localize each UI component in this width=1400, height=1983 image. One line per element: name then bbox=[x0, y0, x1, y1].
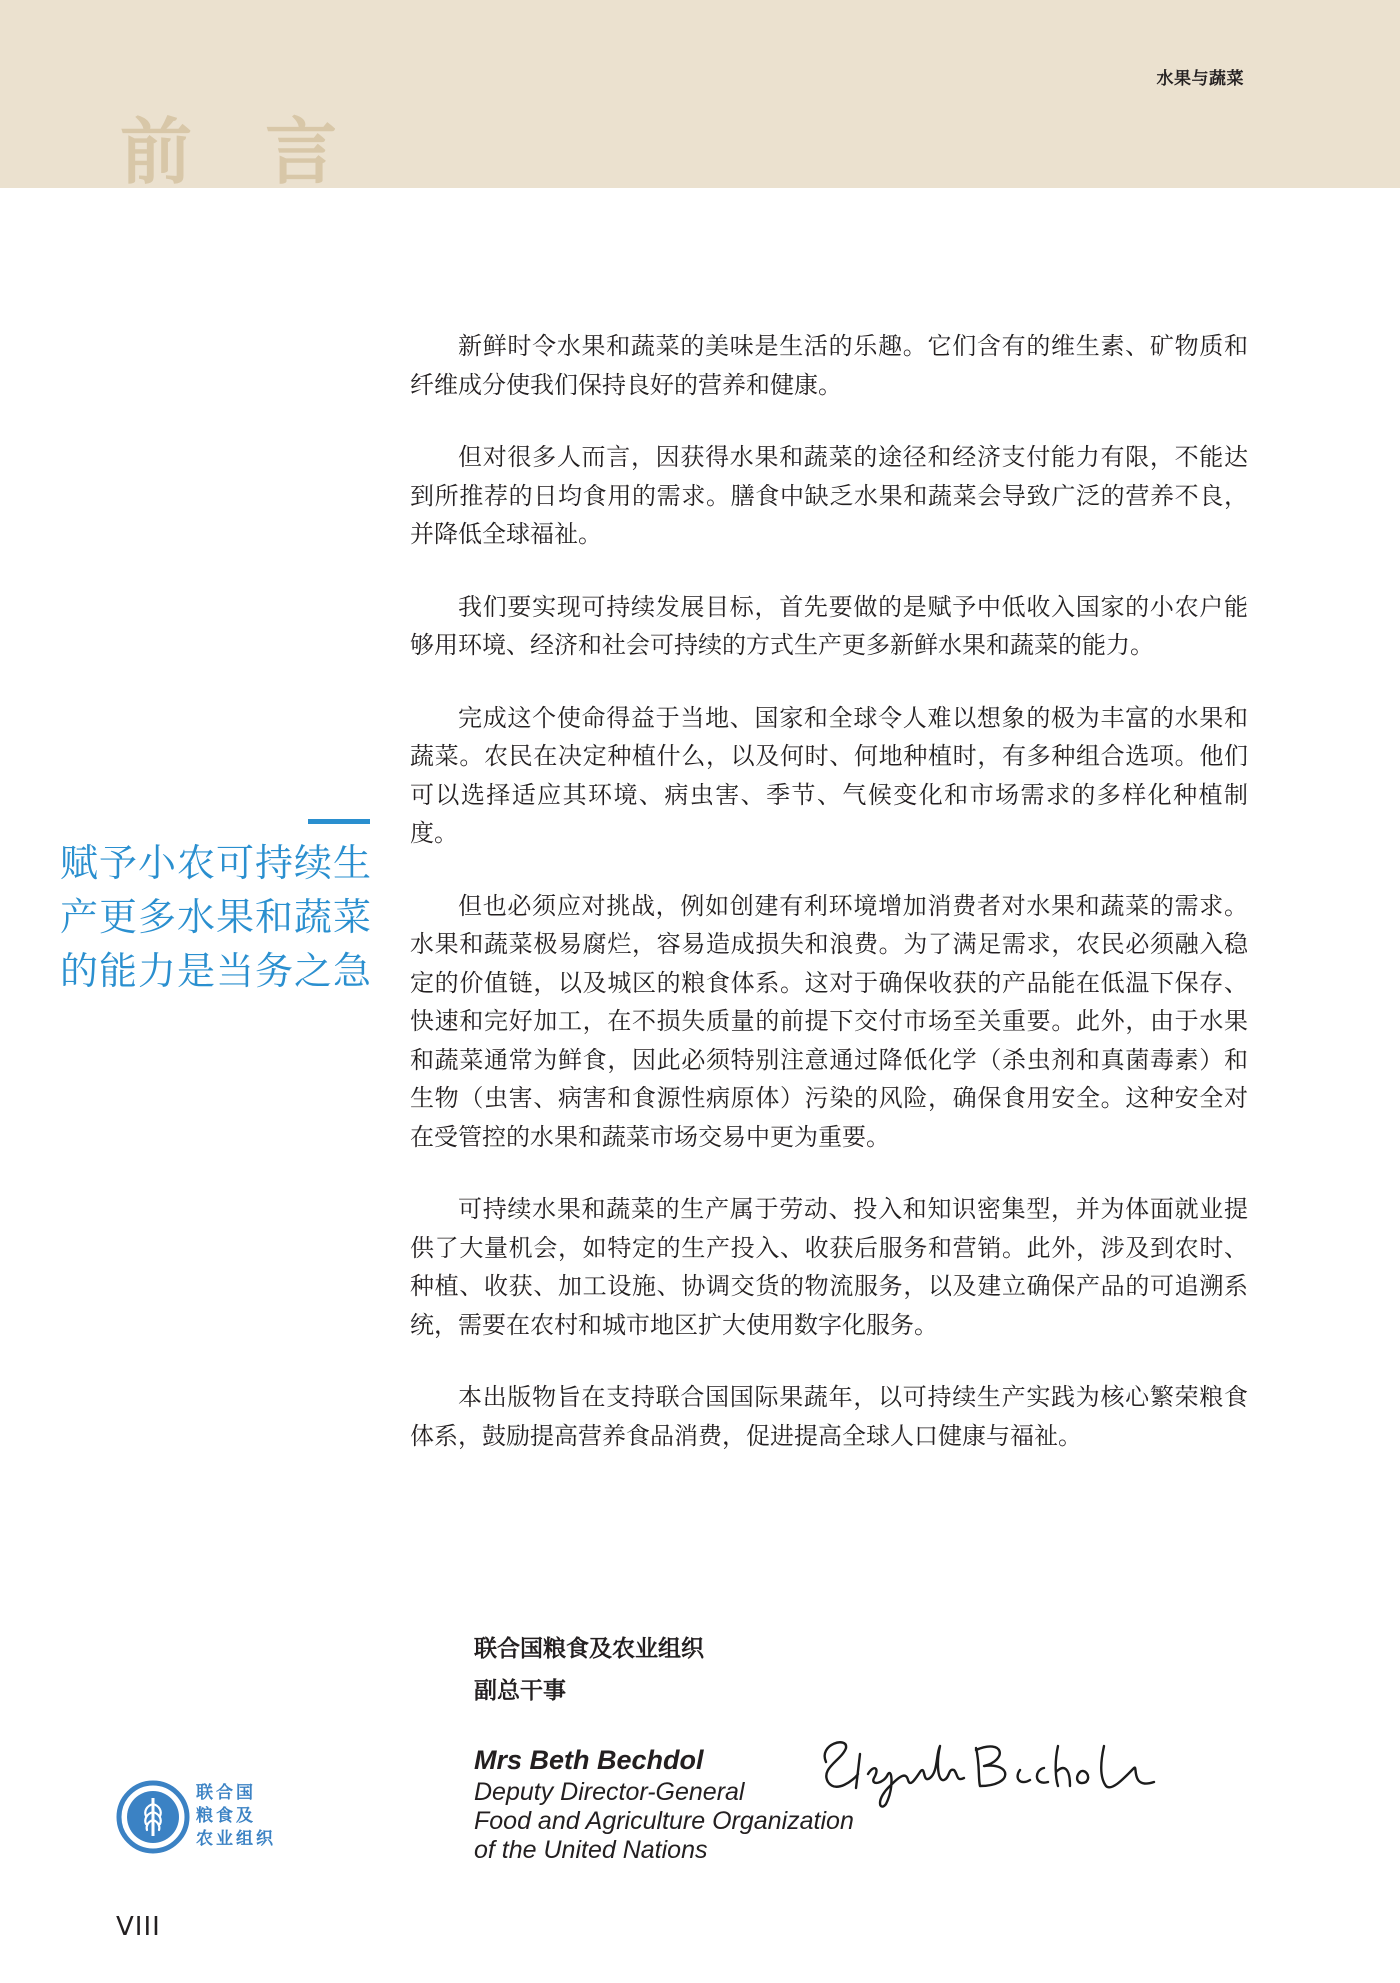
paragraph: 本出版物旨在支持联合国国际果蔬年，以可持续生产实践为核心繁荣粮食体系，鼓励提高营养食品消费，促进提高全球人口健康与福祉。 bbox=[410, 1383, 1248, 1450]
signature-block bbox=[474, 1628, 1154, 1892]
paragraph: 新鲜时令水果和蔬菜的美味是生活的乐趣。它们含有的维生素、矿物质和纤维成分使我们保持良好的营养和健康。 bbox=[410, 332, 1248, 399]
signatory-org-en-1: Food and Agriculture Organization bbox=[474, 1807, 854, 1835]
paragraph: 但也必须应对挑战，例如创建有利环境增加消费者对水果和蔬菜的需求。水果和蔬菜极易腐烂，容易造成损失和浪费。为了满足需求，农民必须融入稳定的价值链，以及城区的粮食体系。这对于确保收获的产品能在低温下保存、快速和完好加工，在不损失质量的前提下交付市场至关重要。此外，由于水果和蔬菜通常为鲜食，因此必须特别注意通过降低化学（杀虫剂和真菌毒素）和生物（虫害、病害和食源性病原体）污染的风险，确保食用安全。这种安全对在受管控的水果和蔬菜市场交易中更为重要。 bbox=[410, 891, 1248, 1151]
signatory-title-cn: 副总干事 bbox=[474, 1678, 566, 1704]
signatory-org-en-2: of the United Nations bbox=[474, 1836, 708, 1864]
fao-logo-text-line: 粮食及 bbox=[196, 1806, 256, 1826]
signatory-org-cn: 联合国粮食及农业组织 bbox=[474, 1636, 704, 1662]
signatory-title-en: Deputy Director-General bbox=[474, 1778, 745, 1806]
page-title: 前 言 bbox=[120, 110, 362, 194]
pull-quote-rule bbox=[308, 819, 370, 824]
page-number: VIII bbox=[116, 1912, 161, 1942]
paragraph: 可持续水果和蔬菜的生产属于劳动、投入和知识密集型，并为体面就业提供了大量机会，如特定的生产投入、收获后服务和营销。此外，涉及到农时、种植、收获、加工设施、协调交货的物流服务，以及建立确保产品的可追溯系统，需要在农村和城市地区扩大使用数字化服务。 bbox=[410, 1195, 1248, 1339]
paragraph: 完成这个使命得益于当地、国家和全球令人难以想象的极为丰富的水果和蔬菜。农民在决定种植什么，以及何时、何地种植时，有多种组合选项。他们可以选择适应其环境、病虫害、季节、气候变化和市场需求的多样化种植制度。 bbox=[410, 703, 1248, 847]
fao-logo-text-line: 联合国 bbox=[196, 1783, 256, 1803]
paragraph: 我们要实现可持续发展目标，首先要做的是赋予中低收入国家的小农户能够用环境、经济和社会可持续的方式生产更多新鲜水果和蔬菜的能力。 bbox=[410, 592, 1248, 659]
handwritten-signature-icon bbox=[808, 1724, 1168, 1814]
pull-quote bbox=[60, 836, 400, 998]
signatory-name: Mrs Beth Bechdol bbox=[474, 1745, 704, 1775]
body-text bbox=[410, 327, 1248, 1489]
signatory-details bbox=[474, 1742, 1154, 1892]
running-head: 水果与蔬菜 bbox=[1156, 69, 1244, 89]
pull-quote-line: 的能力是当务之急 bbox=[60, 949, 373, 993]
fao-logo-text-line: 农业组织 bbox=[196, 1829, 276, 1849]
paragraph: 但对很多人而言，因获得水果和蔬菜的途径和经济支付能力有限，不能达到所推荐的日均食用的需求。膳食中缺乏水果和蔬菜会导致广泛的营养不良，并降低全球福祉。 bbox=[410, 443, 1248, 548]
fao-logo bbox=[116, 1780, 306, 1854]
fao-logo-text bbox=[196, 1782, 306, 1851]
pull-quote-line: 赋予小农可持续生 bbox=[60, 841, 373, 885]
fao-emblem-icon bbox=[116, 1780, 190, 1854]
pull-quote-line: 产更多水果和蔬菜 bbox=[60, 895, 373, 939]
